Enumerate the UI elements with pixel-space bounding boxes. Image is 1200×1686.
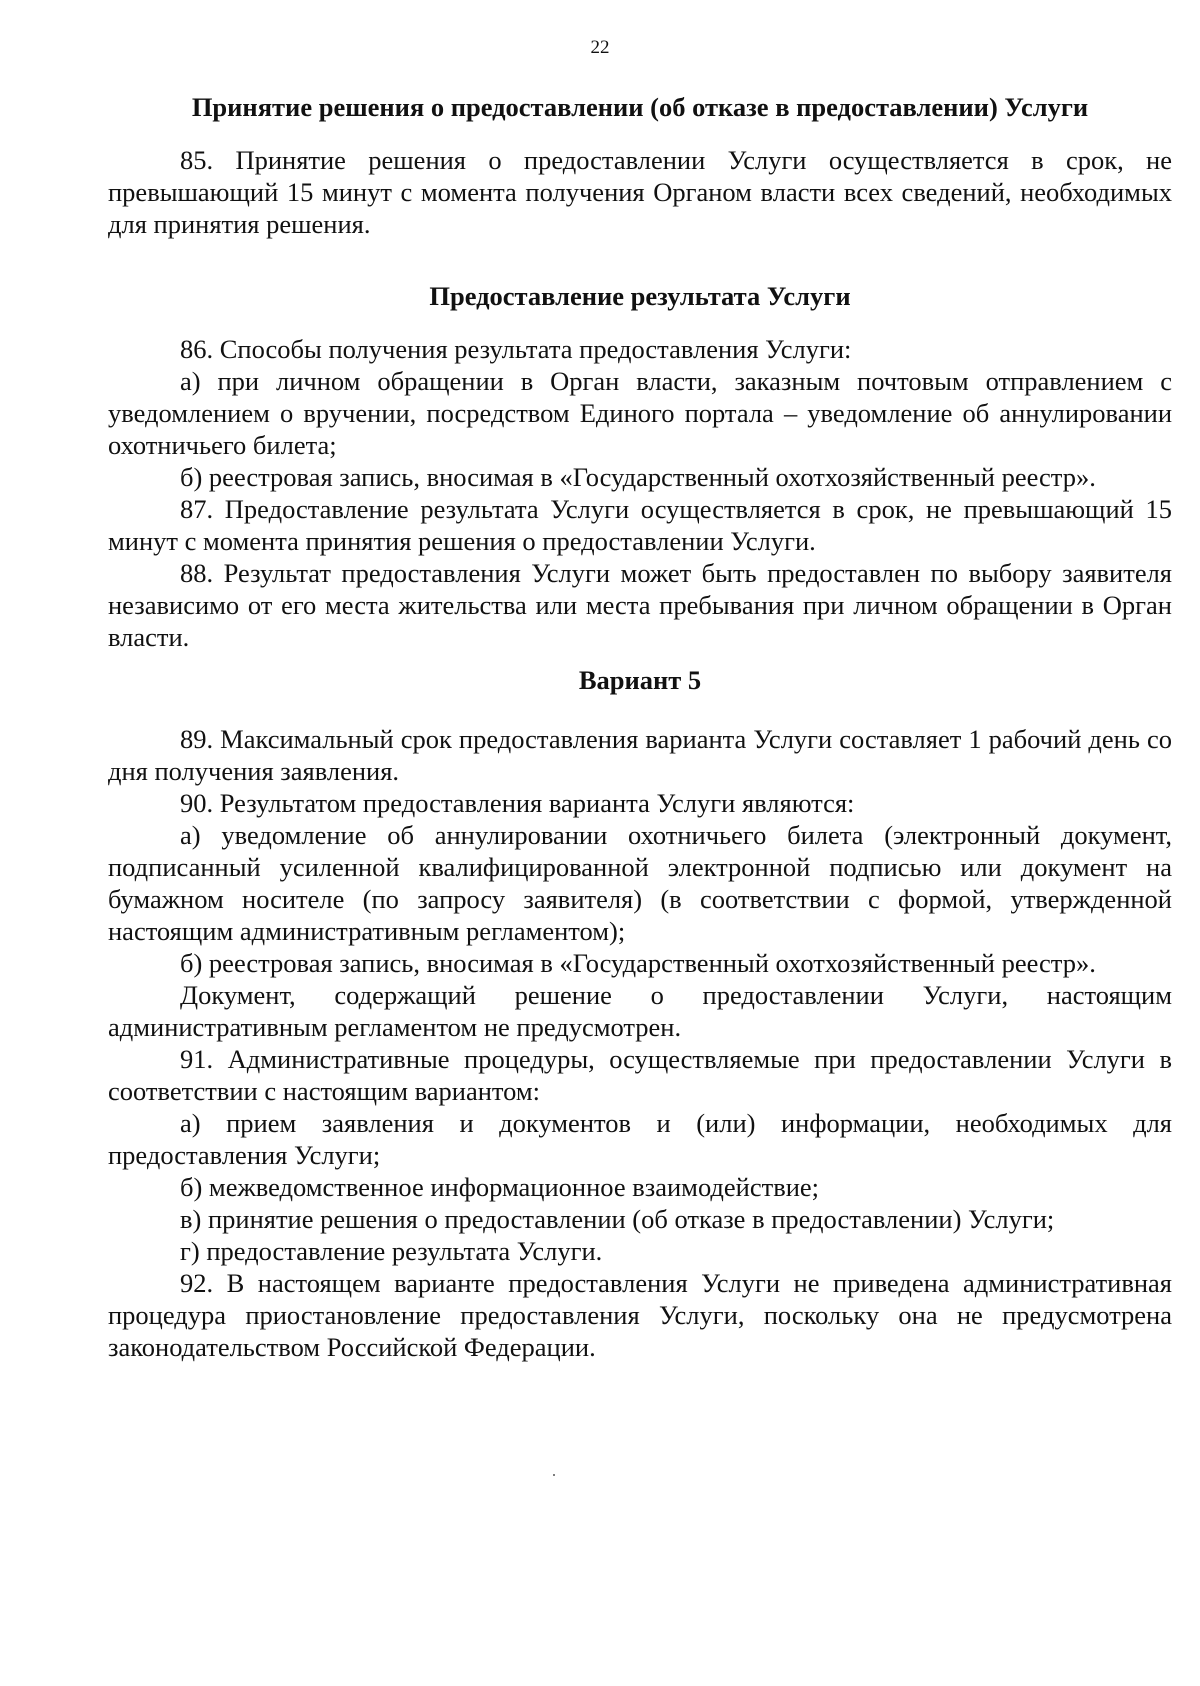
paragraph-91-c: в) принятие решения о предоставлении (об отказе в предоставлении) Услуги; [180, 1204, 1055, 1234]
paragraph-92: 92. В настоящем варианте предоставления Услуги не приведена административная процедура приостановление предоставления Услуги, поскольку она не предусмотрена законодательством Российской Федерации. [108, 1268, 1172, 1362]
paragraph-86-a: а) при личном обращении в Орган власти, заказным почтовым отправлением с уведомлением о вручении, посредством Единого портала – уведомление об аннулировании охотничьего билета; [108, 366, 1172, 460]
section-heading-variant-5: Вариант 5 [578, 665, 702, 695]
section-heading-decision: Принятие решения о предоставлении (об отказе в предоставлении) Услуги [191, 92, 1089, 122]
paragraph-90-a: а) уведомление об аннулировании охотничьего билета (электронный документ, подписанный усиленной квалифицированной электронной подписью или документ на бумажном носителе (по запросу заявителя) (в соответствии с формой, утвержденной настоящим административным регламентом); [108, 820, 1172, 946]
paragraph-86-b: б) реестровая запись, вносимая в «Государственный охотхозяйственный реестр». [180, 462, 1096, 492]
paragraph-91: 91. Административные процедуры, осуществляемые при предоставлении Услуги в соответствии с настоящим вариантом: [108, 1044, 1172, 1106]
paragraph-90: 90. Результатом предоставления варианта Услуги являются: [180, 788, 855, 818]
section-body-result [108, 333, 1172, 653]
page-number: 22 [590, 37, 610, 58]
paragraph-88: 88. Результат предоставления Услуги может быть предоставлен по выбору заявителя независимо от его места жительства или места пребывания при личном обращении в Орган власти. [108, 558, 1172, 652]
paragraph-90-document-note: Документ, содержащий решение о предоставлении Услуги, настоящим административным регламентом не предусмотрен. [108, 980, 1172, 1042]
section-body-decision [108, 144, 1172, 240]
paragraph-90-b: б) реестровая запись, вносимая в «Государственный охотхозяйственный реестр». [180, 948, 1096, 978]
paragraph-85: 85. Принятие решения о предоставлении Услуги осуществляется в срок, не превышающий 15 минут с момента получения Органом власти всех сведений, необходимых для принятия решения. [108, 145, 1172, 239]
paragraph-91-a: а) прием заявления и документов и (или) информации, необходимых для предоставления Услуги; [108, 1108, 1172, 1170]
paragraph-89: 89. Максимальный срок предоставления варианта Услуги составляет 1 рабочий день со дня получения заявления. [108, 724, 1172, 786]
section-body-variant-5 [108, 723, 1172, 1363]
paragraph-91-b: б) межведомственное информационное взаимодействие; [180, 1172, 820, 1202]
paragraph-91-d: г) предоставление результата Услуги. [180, 1236, 603, 1266]
scan-speck [553, 1474, 555, 1476]
section-heading-result: Предоставление результата Услуги [429, 281, 851, 311]
paragraph-86: 86. Способы получения результата предоставления Услуги: [180, 334, 852, 364]
paragraph-87: 87. Предоставление результата Услуги осуществляется в срок, не превышающий 15 минут с момента принятия решения о предоставлении Услуги. [108, 494, 1172, 556]
